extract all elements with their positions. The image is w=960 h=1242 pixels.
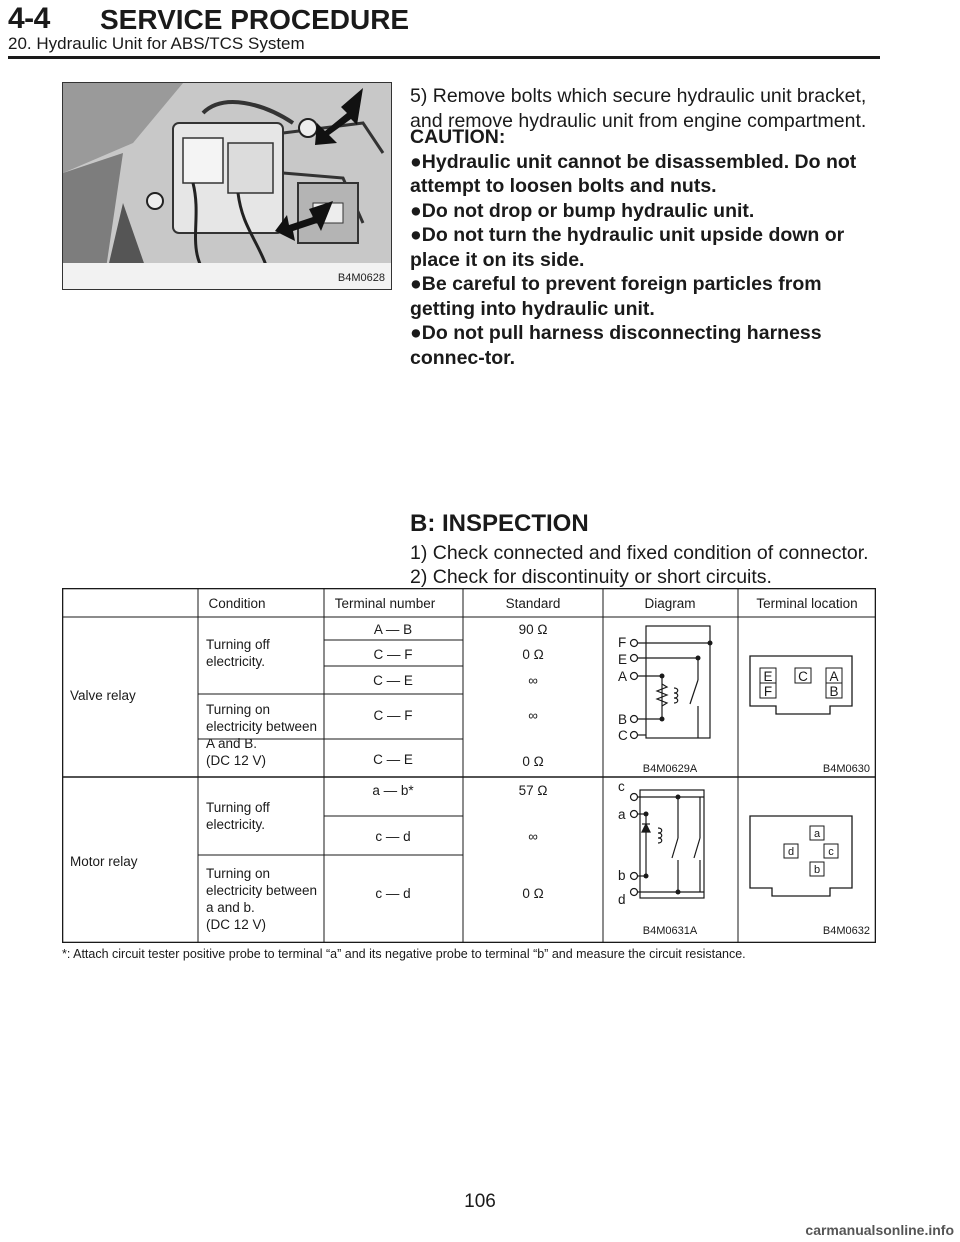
condition-line: (DC 12 V) [206, 917, 267, 932]
figure-code: B4M0631A [642, 925, 698, 937]
condition-line: electricity. [206, 817, 266, 832]
caution-item: ●Do not pull harness disconnecting harness connec-tor. [410, 322, 822, 369]
terminal-cell: C — F [373, 647, 413, 662]
valve-relay-circuit-diagram [618, 626, 713, 775]
terminal-label: C [618, 728, 628, 743]
terminal-cell: a — b* [372, 783, 414, 798]
condition-line: (DC 12 V) [206, 753, 267, 768]
standard-cell: 90 Ω [518, 622, 548, 637]
page-number: 106 [464, 1191, 496, 1212]
col-header-terminal: Terminal number [334, 596, 436, 611]
figure-code: B4M0629A [642, 763, 698, 775]
bullet-icon: ● [410, 199, 422, 222]
figure-code: B4M0630 [822, 763, 870, 775]
col-header-location: Terminal location [756, 596, 858, 611]
condition-line: Turning off [206, 800, 270, 815]
condition-line: a and b. [206, 900, 255, 915]
table-footnote: *: Attach circuit tester positive probe to terminal “a” and its negative probe to terminal “b” and measure the circuit resistance. [62, 947, 746, 961]
standard-cell: 57 Ω [518, 783, 548, 798]
terminal-label: c [618, 779, 625, 794]
hydraulic-unit-photo [62, 82, 392, 290]
inspection-step: 1) Check connected and fixed condition of connector. [410, 542, 869, 564]
terminal-label: b [813, 864, 821, 876]
terminal-label: E [618, 652, 628, 667]
caution-heading: CAUTION: [410, 126, 506, 148]
condition-line: Turning on [206, 866, 271, 881]
terminal-label: A [618, 669, 628, 684]
motor-relay-label: Motor relay [70, 854, 138, 869]
terminal-label: B [618, 712, 628, 727]
col-header-standard: Standard [505, 596, 561, 611]
col-header-condition: Condition [208, 596, 266, 611]
terminal-label: F [763, 684, 773, 699]
standard-cell: ∞ [528, 829, 538, 844]
motor-relay-connector-location [750, 816, 870, 937]
terminal-label: A [829, 669, 839, 684]
bullet-icon: ● [410, 150, 422, 173]
figure-code: B4M0632 [822, 925, 870, 937]
terminal-label: c [828, 846, 834, 858]
terminal-cell: C — F [373, 708, 413, 723]
terminal-cell: C — E [373, 752, 413, 767]
terminal-label: C [798, 669, 808, 684]
inspection-steps [410, 541, 869, 589]
terminal-label: F [618, 635, 627, 650]
terminal-label: B [829, 684, 839, 699]
terminal-label: a [813, 828, 821, 840]
caution-item: ●Be careful to prevent foreign particles from getting into hydraulic unit. [410, 273, 822, 320]
caution-item: ●Do not drop or bump hydraulic unit. [410, 199, 755, 222]
bullet-icon: ● [410, 273, 422, 295]
terminal-label: d [618, 892, 626, 907]
terminal-cell: c — d [375, 886, 411, 901]
col-header-diagram: Diagram [644, 596, 696, 611]
condition-line: A and B. [206, 736, 258, 751]
condition-line: Turning on [206, 702, 271, 717]
inspection-heading: B: INSPECTION [410, 510, 589, 537]
section-number: 4-4 [8, 2, 50, 35]
condition-line: electricity. [206, 654, 266, 669]
standard-cell: ∞ [528, 673, 538, 688]
header-rule [8, 56, 880, 59]
photo-code: B4M0628 [337, 272, 385, 284]
watermark: carmanualsonline.info [805, 1222, 954, 1238]
bullet-icon: ● [410, 224, 422, 246]
condition-line: electricity between [206, 883, 318, 898]
terminal-label: d [787, 846, 795, 858]
subsection-title: 20. Hydraulic Unit for ABS/TCS System [8, 34, 305, 53]
inspection-table [62, 588, 876, 943]
terminal-label: a [618, 807, 626, 822]
inspection-step: 2) Check for discontinuity or short circuits. [410, 566, 772, 588]
terminal-cell: C — E [373, 673, 413, 688]
condition-line: electricity between [206, 719, 318, 734]
caution-item: ●Hydraulic unit cannot be disassembled. Do not attempt to loosen bolts and nuts. [410, 150, 857, 197]
section-title: SERVICE PROCEDURE [100, 4, 410, 35]
valve-relay-connector-location [750, 656, 870, 775]
caution-block [410, 125, 880, 370]
terminal-label: b [618, 868, 626, 883]
terminal-cell: A — B [373, 622, 413, 637]
removal-step-5: 5) Remove bolts which secure hydraulic unit bracket, and remove hydraulic unit from engine compartment. [410, 85, 867, 132]
terminal-cell: c — d [375, 829, 411, 844]
bullet-icon: ● [410, 322, 422, 344]
condition-line: Turning off [206, 637, 270, 652]
terminal-label: E [763, 669, 773, 684]
standard-cell: 0 Ω [522, 886, 544, 901]
motor-relay-circuit-diagram [618, 779, 704, 937]
caution-item: ●Do not turn the hydraulic unit upside down or place it on its side. [410, 224, 845, 271]
valve-relay-label: Valve relay [70, 688, 136, 703]
standard-cell: ∞ [528, 708, 538, 723]
standard-cell: 0 Ω [522, 647, 544, 662]
standard-cell: 0 Ω [522, 754, 544, 769]
